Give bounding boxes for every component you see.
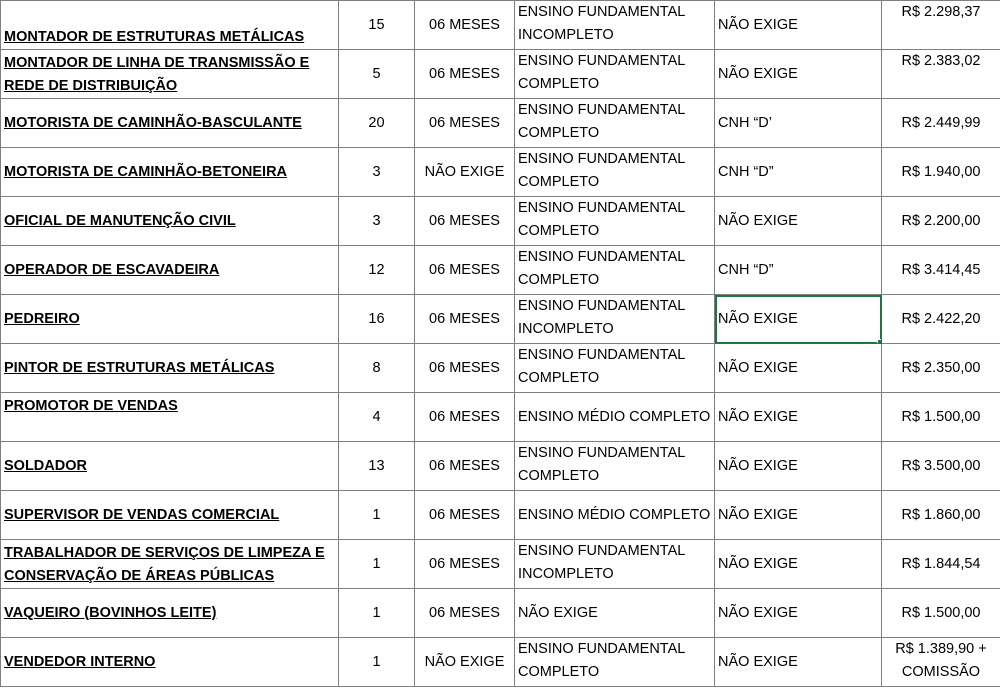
vacancies-cell[interactable]: 1 <box>339 540 415 589</box>
job-title-cell[interactable]: MONTADOR DE ESTRUTURAS METÁLICAS <box>1 1 339 50</box>
license-cell[interactable]: NÃO EXIGE <box>715 638 882 687</box>
table-row <box>1 50 1000 99</box>
job-title-cell[interactable]: VENDEDOR INTERNO <box>1 638 339 687</box>
salary-cell[interactable]: R$ 2.422,20 <box>882 295 1000 344</box>
education-cell[interactable]: ENSINO FUNDAMENTAL COMPLETO <box>515 148 715 197</box>
salary-cell[interactable]: R$ 1.389,90 + COMISSÃO <box>882 638 1000 687</box>
salary-cell[interactable]: R$ 1.500,00 <box>882 393 1000 442</box>
education-cell[interactable]: ENSINO FUNDAMENTAL INCOMPLETO <box>515 1 715 50</box>
salary-cell[interactable]: R$ 1.940,00 <box>882 148 1000 197</box>
education-cell[interactable]: NÃO EXIGE <box>515 589 715 638</box>
vacancies-cell[interactable]: 1 <box>339 638 415 687</box>
job-title-cell[interactable]: OFICIAL DE MANUTENÇÃO CIVIL <box>1 197 339 246</box>
experience-cell[interactable]: NÃO EXIGE <box>415 148 515 197</box>
salary-cell[interactable]: R$ 2.449,99 <box>882 99 1000 148</box>
license-cell[interactable]: NÃO EXIGE <box>715 50 882 99</box>
experience-cell[interactable]: 06 MESES <box>415 540 515 589</box>
vacancies-cell[interactable]: 3 <box>339 197 415 246</box>
salary-cell[interactable]: R$ 3.414,45 <box>882 246 1000 295</box>
license-cell[interactable]: NÃO EXIGE <box>715 197 882 246</box>
license-cell[interactable]: NÃO EXIGE <box>715 491 882 540</box>
vacancies-cell[interactable]: 16 <box>339 295 415 344</box>
table-row <box>1 589 1000 638</box>
experience-cell[interactable]: 06 MESES <box>415 99 515 148</box>
table-row <box>1 246 1000 295</box>
job-title-cell[interactable]: OPERADOR DE ESCAVADEIRA <box>1 246 339 295</box>
salary-cell[interactable]: R$ 2.383,02 <box>882 50 1000 99</box>
job-title-cell[interactable]: TRABALHADOR DE SERVIÇOS DE LIMPEZA E CONSERVAÇÃO DE ÁREAS PÚBLICAS <box>1 540 339 589</box>
education-cell[interactable]: ENSINO FUNDAMENTAL COMPLETO <box>515 246 715 295</box>
experience-cell[interactable]: NÃO EXIGE <box>415 638 515 687</box>
job-title-cell[interactable]: MOTORISTA DE CAMINHÃO-BETONEIRA <box>1 148 339 197</box>
job-title-cell[interactable]: MONTADOR DE LINHA DE TRANSMISSÃO E REDE DE DISTRIBUIÇÃO <box>1 50 339 99</box>
vacancies-cell[interactable]: 15 <box>339 1 415 50</box>
job-title-cell[interactable]: PINTOR DE ESTRUTURAS METÁLICAS <box>1 344 339 393</box>
education-cell[interactable]: ENSINO FUNDAMENTAL INCOMPLETO <box>515 540 715 589</box>
experience-cell[interactable]: 06 MESES <box>415 1 515 50</box>
vacancies-cell[interactable]: 12 <box>339 246 415 295</box>
experience-cell[interactable]: 06 MESES <box>415 491 515 540</box>
vacancies-cell[interactable]: 3 <box>339 148 415 197</box>
vacancies-cell[interactable]: 1 <box>339 589 415 638</box>
table-row <box>1 442 1000 491</box>
license-cell[interactable]: CNH “D’ <box>715 99 882 148</box>
job-title-cell[interactable]: VAQUEIRO (BOVINHOS LEITE) <box>1 589 339 638</box>
license-cell[interactable]: NÃO EXIGE <box>715 393 882 442</box>
job-title-cell[interactable]: SUPERVISOR DE VENDAS COMERCIAL <box>1 491 339 540</box>
education-cell[interactable]: ENSINO FUNDAMENTAL INCOMPLETO <box>515 295 715 344</box>
experience-cell[interactable]: 06 MESES <box>415 197 515 246</box>
table-row <box>1 344 1000 393</box>
salary-cell[interactable]: R$ 3.500,00 <box>882 442 1000 491</box>
education-cell[interactable]: ENSINO FUNDAMENTAL COMPLETO <box>515 442 715 491</box>
job-title-cell[interactable]: PEDREIRO <box>1 295 339 344</box>
license-cell[interactable]: NÃO EXIGE <box>715 589 882 638</box>
license-cell[interactable]: CNH “D” <box>715 148 882 197</box>
experience-cell[interactable]: 06 MESES <box>415 344 515 393</box>
vacancies-cell[interactable]: 20 <box>339 99 415 148</box>
salary-cell[interactable]: R$ 1.500,00 <box>882 589 1000 638</box>
salary-cell[interactable]: R$ 2.200,00 <box>882 197 1000 246</box>
experience-cell[interactable]: 06 MESES <box>415 589 515 638</box>
vacancies-cell[interactable]: 5 <box>339 50 415 99</box>
education-cell[interactable]: ENSINO FUNDAMENTAL COMPLETO <box>515 638 715 687</box>
license-cell[interactable]: NÃO EXIGE <box>715 540 882 589</box>
vacancies-cell[interactable]: 4 <box>339 393 415 442</box>
job-title-cell[interactable]: PROMOTOR DE VENDAS <box>1 393 339 442</box>
education-cell[interactable]: ENSINO FUNDAMENTAL COMPLETO <box>515 50 715 99</box>
salary-cell[interactable]: R$ 2.350,00 <box>882 344 1000 393</box>
salary-cell[interactable]: R$ 1.860,00 <box>882 491 1000 540</box>
education-cell[interactable]: ENSINO FUNDAMENTAL COMPLETO <box>515 197 715 246</box>
table-row <box>1 638 1000 687</box>
experience-cell[interactable]: 06 MESES <box>415 246 515 295</box>
license-cell[interactable]: CNH “D” <box>715 246 882 295</box>
education-cell[interactable]: ENSINO MÉDIO COMPLETO <box>515 491 715 540</box>
table-row <box>1 197 1000 246</box>
experience-cell[interactable]: 06 MESES <box>415 393 515 442</box>
license-cell[interactable]: NÃO EXIGE <box>715 344 882 393</box>
table-row <box>1 99 1000 148</box>
experience-cell[interactable]: 06 MESES <box>415 442 515 491</box>
experience-cell[interactable]: 06 MESES <box>415 295 515 344</box>
table-row <box>1 540 1000 589</box>
vacancies-cell[interactable]: 13 <box>339 442 415 491</box>
license-cell-selected[interactable]: NÃO EXIGE <box>715 295 882 344</box>
table-row <box>1 393 1000 442</box>
education-cell[interactable]: ENSINO FUNDAMENTAL COMPLETO <box>515 344 715 393</box>
table-row <box>1 491 1000 540</box>
experience-cell[interactable]: 06 MESES <box>415 50 515 99</box>
license-cell[interactable]: NÃO EXIGE <box>715 442 882 491</box>
vacancies-cell[interactable]: 1 <box>339 491 415 540</box>
table-row <box>1 148 1000 197</box>
education-cell[interactable]: ENSINO MÉDIO COMPLETO <box>515 393 715 442</box>
salary-cell[interactable]: R$ 2.298,37 <box>882 1 1000 50</box>
vacancies-cell[interactable]: 8 <box>339 344 415 393</box>
job-title-cell[interactable]: SOLDADOR <box>1 442 339 491</box>
table-row <box>1 295 1000 344</box>
table-row <box>1 1 1000 50</box>
job-title-cell[interactable]: MOTORISTA DE CAMINHÃO-BASCULANTE <box>1 99 339 148</box>
salary-cell[interactable]: R$ 1.844,54 <box>882 540 1000 589</box>
education-cell[interactable]: ENSINO FUNDAMENTAL COMPLETO <box>515 99 715 148</box>
license-cell[interactable]: NÃO EXIGE <box>715 1 882 50</box>
